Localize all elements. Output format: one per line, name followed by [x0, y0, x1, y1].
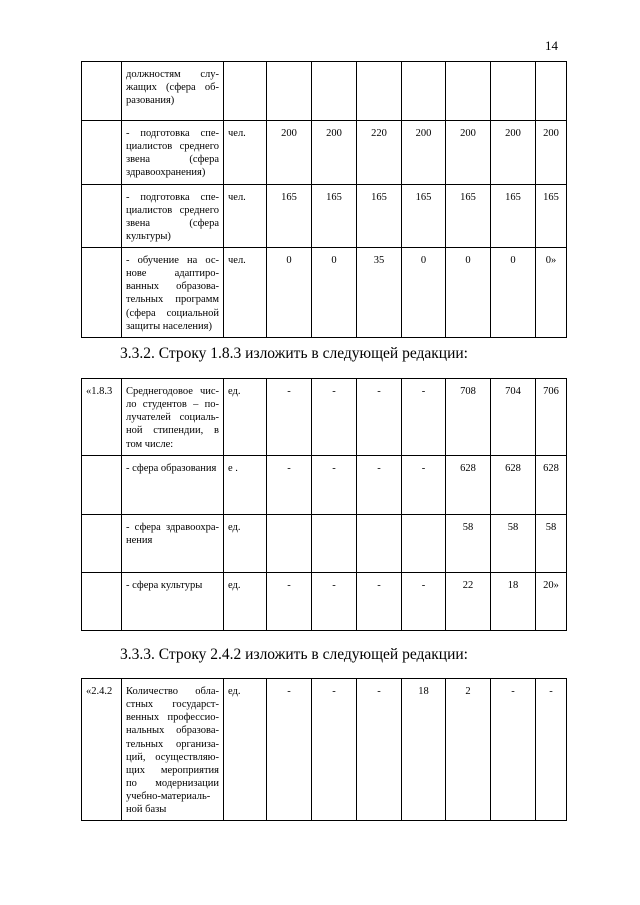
row-unit: ед. [224, 514, 267, 572]
value-cell: - [536, 679, 567, 821]
table-row [82, 121, 567, 185]
value-cell [312, 62, 357, 121]
table-row-1-8-3 [81, 378, 567, 631]
row-code [82, 514, 122, 572]
row-name: - сфера образования [122, 455, 224, 514]
value-cell: - [312, 572, 357, 630]
value-cell: - [267, 679, 312, 821]
row-code [82, 455, 122, 514]
value-cell [357, 514, 402, 572]
value-cell [357, 62, 402, 121]
value-cell: 165 [446, 184, 491, 248]
value-cell: 628 [491, 455, 536, 514]
value-cell: 35 [357, 248, 402, 338]
value-cell: 200 [402, 121, 446, 185]
row-name: - подготовка специалистов среднего звена (сфера культуры) [122, 184, 224, 248]
value-cell: 704 [491, 379, 536, 456]
value-cell: 22 [446, 572, 491, 630]
value-cell: - [402, 455, 446, 514]
table-row [82, 62, 567, 121]
value-cell: 200 [312, 121, 357, 185]
value-cell: 200 [536, 121, 567, 185]
value-cell: - [402, 572, 446, 630]
value-cell: 708 [446, 379, 491, 456]
value-cell: 58 [536, 514, 567, 572]
table-continuation [81, 61, 567, 338]
value-cell: 2 [446, 679, 491, 821]
row-name: - сфера культуры [122, 572, 224, 630]
page-number: 14 [545, 38, 558, 53]
row-code [82, 184, 122, 248]
row-unit: чел. [224, 184, 267, 248]
row-name: - обучение на основе адаптированных образовательных программ (сфера социальной защиты населения) [122, 248, 224, 338]
value-cell: 165 [267, 184, 312, 248]
value-cell: - [357, 379, 402, 456]
table-row [82, 679, 567, 821]
value-cell [491, 62, 536, 121]
value-cell [312, 514, 357, 572]
value-cell: 200 [491, 121, 536, 185]
value-cell: 200 [446, 121, 491, 185]
value-cell [446, 62, 491, 121]
value-cell: 0 [491, 248, 536, 338]
row-code: «2.4.2 [82, 679, 122, 821]
value-cell: - [491, 679, 536, 821]
value-cell: 200 [267, 121, 312, 185]
table-row [82, 572, 567, 630]
value-cell: - [267, 455, 312, 514]
value-cell: 18 [491, 572, 536, 630]
value-cell: - [357, 572, 402, 630]
value-cell [402, 514, 446, 572]
row-name: должностям служащих (сфера образования) [122, 62, 224, 121]
row-code [82, 62, 122, 121]
value-cell: 628 [446, 455, 491, 514]
table-row [82, 379, 567, 456]
section-heading-3-3-3: 3.3.3. Строку 2.4.2 изложить в следующей редакции: [120, 646, 468, 663]
value-cell: 18 [402, 679, 446, 821]
row-unit [224, 62, 267, 121]
table-row [82, 455, 567, 514]
value-cell: - [402, 379, 446, 456]
table-row-2-4-2 [81, 678, 567, 821]
row-code [82, 248, 122, 338]
value-cell: 706 [536, 379, 567, 456]
value-cell: - [267, 572, 312, 630]
value-cell: 58 [446, 514, 491, 572]
row-code [82, 121, 122, 185]
table-row [82, 184, 567, 248]
row-name: Среднегодовое число студентов – получателей социальной стипендии, в том числе: [122, 379, 224, 456]
value-cell: 0» [536, 248, 567, 338]
value-cell: 165 [402, 184, 446, 248]
value-cell: 58 [491, 514, 536, 572]
table-row [82, 514, 567, 572]
row-unit: чел. [224, 248, 267, 338]
row-unit: ед. [224, 572, 267, 630]
value-cell: 0 [402, 248, 446, 338]
row-code [82, 572, 122, 630]
row-unit: е . [224, 455, 267, 514]
value-cell: 0 [446, 248, 491, 338]
value-cell: - [267, 379, 312, 456]
row-name: - сфера здравоохранения [122, 514, 224, 572]
value-cell: 0 [312, 248, 357, 338]
value-cell: 628 [536, 455, 567, 514]
value-cell: 165 [536, 184, 567, 248]
section-heading-3-3-2: 3.3.2. Строку 1.8.3 изложить в следующей редакции: [120, 345, 468, 362]
row-name: Количество областных государственных профессиональных образовательных организаций, осуществляющих мероприятия по модернизации учебно-материальной базы [122, 679, 224, 821]
row-code: «1.8.3 [82, 379, 122, 456]
value-cell: 220 [357, 121, 402, 185]
row-unit: ед. [224, 379, 267, 456]
value-cell: - [312, 379, 357, 456]
value-cell: - [312, 679, 357, 821]
value-cell: 20» [536, 572, 567, 630]
value-cell: 165 [491, 184, 536, 248]
value-cell [402, 62, 446, 121]
value-cell: 0 [267, 248, 312, 338]
value-cell: - [357, 455, 402, 514]
value-cell: - [312, 455, 357, 514]
row-name: - подготовка специалистов среднего звена (сфера здравоохранения) [122, 121, 224, 185]
value-cell: 165 [312, 184, 357, 248]
value-cell: - [357, 679, 402, 821]
value-cell [267, 62, 312, 121]
table-row [82, 248, 567, 338]
row-unit: чел. [224, 121, 267, 185]
value-cell [267, 514, 312, 572]
value-cell [536, 62, 567, 121]
row-unit: ед. [224, 679, 267, 821]
value-cell: 165 [357, 184, 402, 248]
